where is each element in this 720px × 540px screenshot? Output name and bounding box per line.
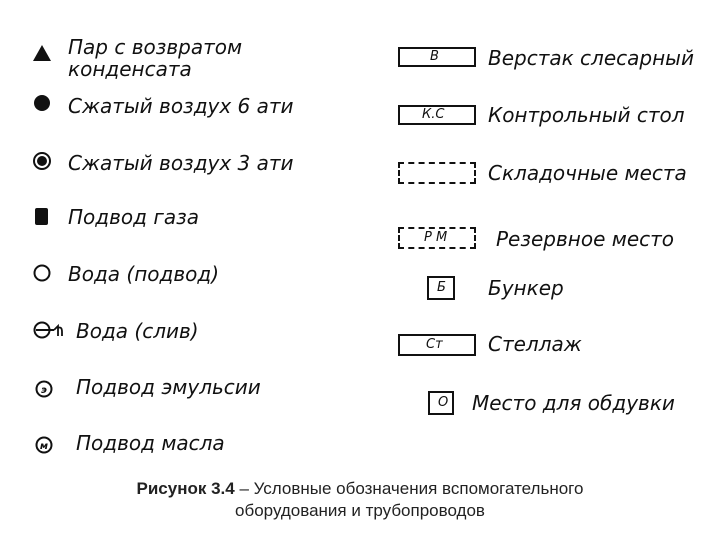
inspection-table-symbol: К.С [398, 105, 476, 125]
gas-supply-label: Подвод газа [68, 205, 199, 229]
compressed-air-3-label: Сжатый воздух 3 ати [68, 151, 294, 175]
circle-e-icon [34, 379, 54, 399]
blowing-place-symbol: О [428, 391, 454, 415]
ringed-dot-icon [32, 151, 52, 171]
hopper-symbol: Б [427, 276, 455, 300]
filled-circle-icon [32, 93, 52, 113]
rack-label: Стеллаж [488, 332, 582, 356]
blowing-place-label: Место для обдувки [472, 391, 675, 415]
figure-caption [0, 478, 720, 522]
triangle-icon [32, 44, 52, 62]
filled-square-icon [34, 207, 50, 227]
caption-figure-number: Рисунок 3.4 [136, 479, 235, 498]
workbench-symbol: В [398, 47, 476, 67]
svg-text:м: м [39, 441, 49, 452]
rack-symbol: Ст [398, 334, 476, 356]
steam-condensate-label-1: Пар с возвратом [68, 35, 243, 59]
emulsion-supply-label: Подвод эмульсии [76, 375, 261, 399]
compressed-air-6-label: Сжатый воздух 6 ати [68, 94, 294, 118]
caption-line-2: оборудования и трубопроводов [235, 501, 485, 520]
circle-drain-icon [32, 320, 72, 340]
svg-text:э: э [41, 385, 47, 396]
hopper-label: Бункер [488, 276, 564, 300]
open-circle-icon [32, 263, 52, 283]
water-supply-label: Вода (подвод) [68, 262, 219, 286]
reserve-place-label: Резервное место [496, 227, 675, 251]
workbench-label: Верстак слесарный [488, 46, 694, 70]
oil-supply-label: Подвод масла [76, 431, 225, 455]
caption-line-1: – Условные обозначения вспомогательного [234, 479, 584, 498]
water-drain-label: Вода (слив) [76, 319, 199, 343]
inspection-table-label: Контрольный стол [488, 103, 685, 127]
storage-area-symbol [398, 162, 476, 184]
steam-condensate-label-2: конденсата [68, 57, 192, 81]
reserve-place-symbol: Р М [398, 227, 476, 249]
storage-area-label: Складочные места [488, 161, 687, 185]
circle-m-icon [34, 435, 54, 455]
